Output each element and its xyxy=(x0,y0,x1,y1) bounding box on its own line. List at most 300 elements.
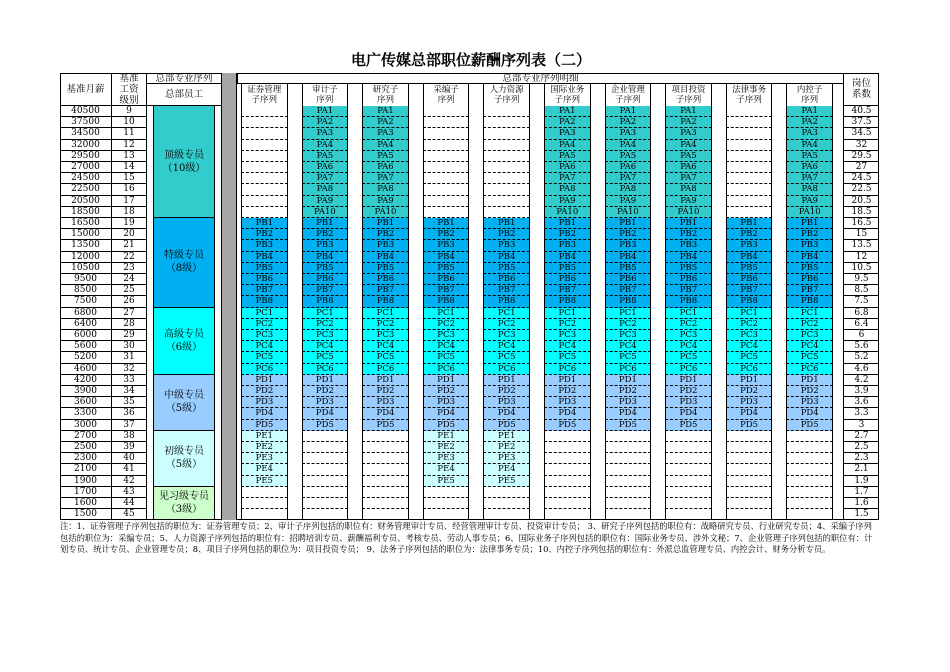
header-salary-level: 基准 工资 级别 xyxy=(112,73,147,106)
series-cell xyxy=(241,184,288,195)
series-cell: PA6 xyxy=(665,162,712,173)
series-cell: PE4 xyxy=(483,464,530,475)
series-cell xyxy=(605,476,652,487)
series-cell: PD1 xyxy=(302,375,349,386)
series-cell: PC3 xyxy=(665,330,712,341)
salary-level-cell: 42 xyxy=(112,476,147,487)
series-cell: PD2 xyxy=(302,386,349,397)
series-cell: PC6 xyxy=(423,364,470,375)
series-cell xyxy=(241,162,288,173)
series-cell xyxy=(423,151,470,162)
series-cell: PB7 xyxy=(362,285,409,296)
series-cell xyxy=(241,487,288,498)
series-cell: PC2 xyxy=(302,319,349,330)
series-cell: PC1 xyxy=(726,308,773,319)
series-cell xyxy=(786,464,833,475)
salary-level-cell: 45 xyxy=(112,509,147,520)
series-cell xyxy=(726,140,773,151)
coefficient-cell: 27 xyxy=(843,162,879,173)
series-cell: PD2 xyxy=(423,386,470,397)
base-salary-cell: 16500 xyxy=(60,218,112,229)
series-cell xyxy=(302,487,349,498)
series-cell: PE1 xyxy=(241,431,288,442)
header-sub-series: 国际业务 子序列 xyxy=(544,84,591,106)
salary-level-cell: 9 xyxy=(112,106,147,117)
series-cell: PC1 xyxy=(483,308,530,319)
series-cell xyxy=(544,487,591,498)
footnotes: 注：1、证券管理子序列包括的职位为：证券管理专员；2、审计子序列包括的职位有：财务管理审计专员、经营管理审计专员、投资审计专员； 3、研究子序列包括的职位有：战略研究专员、行业研究专员；4、采编子序列包括的职位为：采编专员；5、人力资源子序列包括的职位有：招聘培训专员、薪酬福利专员、考核专员、劳动人事专员；6、国际业务子序列包括的职位有：国际业务专员、涉外文秘；7、企业管理子序列包括的职位有：计划专员、统计专员、企业管理专员；8、项目子序列包括的职位为：项目投资专员； 9、法务子序列包括的职位为：法律事务专员；10、内控子序列包括的职位有：外派总监管理专员、内控会计、财务分析专员。 xyxy=(60,521,873,554)
series-cell: PB5 xyxy=(665,263,712,274)
series-cell: PC6 xyxy=(241,364,288,375)
series-cell: PE1 xyxy=(423,431,470,442)
series-cell: PA6 xyxy=(605,162,652,173)
series-cell: PC3 xyxy=(423,330,470,341)
series-cell: PB6 xyxy=(241,274,288,285)
series-cell: PB3 xyxy=(483,240,530,251)
coefficient-cell: 10.5 xyxy=(843,263,879,274)
series-cell: PB8 xyxy=(786,296,833,307)
series-cell xyxy=(423,509,470,520)
series-cell: PB1 xyxy=(302,218,349,229)
series-cell xyxy=(423,162,470,173)
base-salary-cell: 2700 xyxy=(60,431,112,442)
series-cell: PD5 xyxy=(665,420,712,431)
series-cell: PC1 xyxy=(241,308,288,319)
base-salary-cell: 10500 xyxy=(60,263,112,274)
coefficient-cell: 1.5 xyxy=(843,509,879,520)
series-cell xyxy=(665,509,712,520)
series-cell: PB5 xyxy=(726,263,773,274)
series-cell: PB4 xyxy=(726,252,773,263)
series-cell xyxy=(483,487,530,498)
series-cell: PA5 xyxy=(786,151,833,162)
series-cell: PE2 xyxy=(483,442,530,453)
series-cell: PB3 xyxy=(302,240,349,251)
series-cell xyxy=(726,106,773,117)
series-cell: PB4 xyxy=(786,252,833,263)
series-cell: PD2 xyxy=(786,386,833,397)
series-cell xyxy=(726,509,773,520)
base-salary-cell: 5600 xyxy=(60,341,112,352)
series-cell: PA6 xyxy=(786,162,833,173)
series-cell: PD4 xyxy=(544,408,591,419)
grade-levels: （10级） xyxy=(162,162,206,174)
salary-level-cell: 31 xyxy=(112,352,147,363)
series-cell: PB8 xyxy=(241,296,288,307)
series-cell: PA3 xyxy=(362,128,409,139)
coefficient-cell: 2.1 xyxy=(843,464,879,475)
series-cell xyxy=(544,498,591,509)
salary-level-cell: 41 xyxy=(112,464,147,475)
series-cell: PC2 xyxy=(241,319,288,330)
series-cell xyxy=(362,509,409,520)
series-cell: PB2 xyxy=(483,229,530,240)
series-cell: PE5 xyxy=(483,476,530,487)
coefficient-cell: 32 xyxy=(843,140,879,151)
series-cell xyxy=(423,140,470,151)
series-cell: PB1 xyxy=(665,218,712,229)
series-cell: PE1 xyxy=(483,431,530,442)
series-cell: PD1 xyxy=(241,375,288,386)
series-cell xyxy=(786,442,833,453)
base-salary-cell: 29500 xyxy=(60,151,112,162)
grade-block xyxy=(153,375,215,431)
coefficient-cell: 12 xyxy=(843,252,879,263)
salary-level-cell: 11 xyxy=(112,128,147,139)
series-cell xyxy=(241,509,288,520)
series-cell: PA2 xyxy=(665,117,712,128)
series-cell: PC5 xyxy=(665,352,712,363)
base-salary-cell: 1500 xyxy=(60,509,112,520)
salary-level-cell: 15 xyxy=(112,173,147,184)
series-cell xyxy=(483,196,530,207)
series-cell: PA5 xyxy=(605,151,652,162)
series-cell xyxy=(665,487,712,498)
salary-level-cell: 38 xyxy=(112,431,147,442)
series-cell: PB5 xyxy=(544,263,591,274)
coefficient-cell: 40.5 xyxy=(843,106,879,117)
series-cell xyxy=(302,464,349,475)
series-cell: PC1 xyxy=(423,308,470,319)
series-cell: PA10 xyxy=(362,207,409,218)
series-cell: PB8 xyxy=(605,296,652,307)
series-cell: PB1 xyxy=(544,218,591,229)
coefficient-cell: 4.2 xyxy=(843,375,879,386)
grade-name: 见习级专员 xyxy=(159,491,209,503)
grade-name: 顶级专员 xyxy=(164,149,204,161)
series-cell: PA4 xyxy=(544,140,591,151)
series-cell xyxy=(241,151,288,162)
series-cell: PB7 xyxy=(423,285,470,296)
series-cell xyxy=(665,464,712,475)
series-cell: PA7 xyxy=(665,173,712,184)
series-cell: PD2 xyxy=(362,386,409,397)
series-cell: PA1 xyxy=(786,106,833,117)
series-cell: PA7 xyxy=(302,173,349,184)
series-cell: PD5 xyxy=(302,420,349,431)
grade-levels: （6级） xyxy=(165,341,203,353)
salary-level-cell: 28 xyxy=(112,319,147,330)
series-cell: PA8 xyxy=(786,184,833,195)
header-detail: 总部专业序列明细 xyxy=(237,73,843,84)
series-cell: PA5 xyxy=(362,151,409,162)
series-cell: PB2 xyxy=(241,229,288,240)
series-cell: PD4 xyxy=(362,408,409,419)
series-cell: PA3 xyxy=(302,128,349,139)
series-cell: PD4 xyxy=(423,408,470,419)
grade-levels: （5级） xyxy=(165,459,203,471)
base-salary-cell: 1700 xyxy=(60,487,112,498)
series-cell xyxy=(544,442,591,453)
series-cell: PD2 xyxy=(665,386,712,397)
series-cell: PA1 xyxy=(302,106,349,117)
series-cell xyxy=(241,128,288,139)
salary-level-cell: 34 xyxy=(112,386,147,397)
series-cell: PC5 xyxy=(362,352,409,363)
series-cell: PD1 xyxy=(726,375,773,386)
series-cell xyxy=(423,498,470,509)
series-cell: PC4 xyxy=(241,341,288,352)
series-cell: PA3 xyxy=(544,128,591,139)
series-cell xyxy=(665,476,712,487)
salary-level-cell: 35 xyxy=(112,397,147,408)
series-cell: PC2 xyxy=(726,319,773,330)
series-cell: PD3 xyxy=(544,397,591,408)
series-cell: PC6 xyxy=(605,364,652,375)
base-salary-cell: 4600 xyxy=(60,364,112,375)
base-salary-cell: 2500 xyxy=(60,442,112,453)
grade-levels: （8级） xyxy=(165,263,203,275)
series-cell xyxy=(423,128,470,139)
series-cell: PC3 xyxy=(302,330,349,341)
header-dept-series: 总部专业序列 xyxy=(147,73,221,84)
series-cell: PD2 xyxy=(726,386,773,397)
series-cell: PC4 xyxy=(665,341,712,352)
series-cell: PB5 xyxy=(786,263,833,274)
series-cell xyxy=(605,487,652,498)
series-cell xyxy=(362,487,409,498)
series-cell xyxy=(483,207,530,218)
series-cell: PB3 xyxy=(362,240,409,251)
series-cell: PA9 xyxy=(362,196,409,207)
series-cell: PD4 xyxy=(665,408,712,419)
series-cell xyxy=(241,140,288,151)
series-cell: PD2 xyxy=(483,386,530,397)
salary-level-cell: 30 xyxy=(112,341,147,352)
salary-table xyxy=(60,73,879,520)
series-cell: PB3 xyxy=(665,240,712,251)
series-cell xyxy=(302,509,349,520)
coefficient-cell: 18.5 xyxy=(843,207,879,218)
series-cell: PD3 xyxy=(241,397,288,408)
series-cell xyxy=(786,498,833,509)
series-cell: PB7 xyxy=(786,285,833,296)
series-cell xyxy=(665,431,712,442)
series-cell xyxy=(241,173,288,184)
base-salary-cell: 37500 xyxy=(60,117,112,128)
series-cell: PA6 xyxy=(544,162,591,173)
series-cell: PA8 xyxy=(302,184,349,195)
series-cell: PB1 xyxy=(423,218,470,229)
series-cell xyxy=(483,151,530,162)
coefficient-cell: 3.6 xyxy=(843,397,879,408)
series-cell: PB2 xyxy=(423,229,470,240)
series-cell xyxy=(362,476,409,487)
base-salary-cell: 3600 xyxy=(60,397,112,408)
series-cell xyxy=(423,106,470,117)
series-cell: PB7 xyxy=(302,285,349,296)
series-cell: PB8 xyxy=(362,296,409,307)
salary-level-cell: 32 xyxy=(112,364,147,375)
salary-level-cell: 20 xyxy=(112,229,147,240)
series-cell xyxy=(423,196,470,207)
series-cell: PD1 xyxy=(665,375,712,386)
series-cell: PA1 xyxy=(362,106,409,117)
series-cell xyxy=(544,431,591,442)
series-cell xyxy=(483,128,530,139)
series-cell: PB3 xyxy=(786,240,833,251)
series-cell: PE4 xyxy=(241,464,288,475)
salary-level-cell: 24 xyxy=(112,274,147,285)
base-salary-cell: 22500 xyxy=(60,184,112,195)
coefficient-cell: 37.5 xyxy=(843,117,879,128)
series-cell: PA10 xyxy=(302,207,349,218)
series-cell: PE3 xyxy=(483,453,530,464)
coefficient-cell: 20.5 xyxy=(843,196,879,207)
series-cell: PD5 xyxy=(423,420,470,431)
coefficient-cell: 29.5 xyxy=(843,151,879,162)
series-cell: PB6 xyxy=(726,274,773,285)
series-cell xyxy=(483,509,530,520)
series-cell xyxy=(726,453,773,464)
series-cell: PD1 xyxy=(483,375,530,386)
coefficient-cell: 1.7 xyxy=(843,487,879,498)
base-salary-cell: 24500 xyxy=(60,173,112,184)
series-cell: PB8 xyxy=(483,296,530,307)
base-salary-cell: 2100 xyxy=(60,464,112,475)
series-cell xyxy=(726,207,773,218)
series-cell: PC6 xyxy=(483,364,530,375)
coefficient-cell: 3.3 xyxy=(843,408,879,419)
series-cell: PC2 xyxy=(423,319,470,330)
grade-block xyxy=(153,308,215,375)
series-cell xyxy=(605,453,652,464)
series-cell xyxy=(241,207,288,218)
series-cell: PB4 xyxy=(241,252,288,263)
series-cell: PA6 xyxy=(362,162,409,173)
header-sub-series: 企业管理 子序列 xyxy=(605,84,652,106)
series-cell xyxy=(665,453,712,464)
series-cell xyxy=(726,184,773,195)
series-cell: PA2 xyxy=(362,117,409,128)
series-cell: PD4 xyxy=(302,408,349,419)
base-salary-cell: 12000 xyxy=(60,252,112,263)
series-cell: PC6 xyxy=(362,364,409,375)
salary-level-cell: 40 xyxy=(112,453,147,464)
series-cell: PB2 xyxy=(302,229,349,240)
series-cell xyxy=(726,487,773,498)
series-cell xyxy=(786,453,833,464)
salary-level-cell: 44 xyxy=(112,498,147,509)
series-cell: PB4 xyxy=(362,252,409,263)
series-cell: PC4 xyxy=(544,341,591,352)
series-cell: PC5 xyxy=(423,352,470,363)
series-cell: PD2 xyxy=(605,386,652,397)
series-cell: PD5 xyxy=(786,420,833,431)
series-cell: PC5 xyxy=(605,352,652,363)
series-cell: PA10 xyxy=(544,207,591,218)
salary-level-cell: 21 xyxy=(112,240,147,251)
series-cell: PB7 xyxy=(605,285,652,296)
series-cell: PB3 xyxy=(241,240,288,251)
salary-level-cell: 25 xyxy=(112,285,147,296)
base-salary-cell: 4200 xyxy=(60,375,112,386)
grade-name: 中级专员 xyxy=(164,390,204,402)
series-cell xyxy=(483,173,530,184)
series-cell: PA2 xyxy=(302,117,349,128)
series-cell xyxy=(362,442,409,453)
series-cell: PC1 xyxy=(786,308,833,319)
series-cell: PC6 xyxy=(302,364,349,375)
series-cell: PA9 xyxy=(544,196,591,207)
salary-level-cell: 43 xyxy=(112,487,147,498)
series-cell: PA10 xyxy=(605,207,652,218)
series-cell: PC5 xyxy=(726,352,773,363)
series-cell: PD4 xyxy=(726,408,773,419)
header-dept-staff: 总部员工 xyxy=(147,84,221,106)
series-cell: PB6 xyxy=(605,274,652,285)
series-cell: PC3 xyxy=(786,330,833,341)
series-cell: PD4 xyxy=(605,408,652,419)
series-cell xyxy=(544,509,591,520)
series-cell: PB6 xyxy=(302,274,349,285)
coefficient-cell: 1.9 xyxy=(843,476,879,487)
series-cell xyxy=(483,140,530,151)
series-cell: PB1 xyxy=(483,218,530,229)
series-cell xyxy=(241,117,288,128)
series-cell: PA7 xyxy=(605,173,652,184)
salary-level-cell: 26 xyxy=(112,296,147,307)
series-cell xyxy=(423,173,470,184)
header-sub-series: 审计子 序列 xyxy=(302,84,349,106)
series-cell: PA9 xyxy=(665,196,712,207)
salary-level-cell: 13 xyxy=(112,151,147,162)
series-cell: PB4 xyxy=(665,252,712,263)
series-cell: PB8 xyxy=(544,296,591,307)
base-salary-cell: 13500 xyxy=(60,240,112,251)
series-cell xyxy=(605,464,652,475)
series-cell xyxy=(302,453,349,464)
series-cell xyxy=(605,509,652,520)
base-salary-cell: 18500 xyxy=(60,207,112,218)
base-salary-cell: 8500 xyxy=(60,285,112,296)
base-salary-cell: 20500 xyxy=(60,196,112,207)
series-cell: PD3 xyxy=(362,397,409,408)
series-cell: PC1 xyxy=(665,308,712,319)
coefficient-cell: 15 xyxy=(843,229,879,240)
series-cell: PD1 xyxy=(362,375,409,386)
series-cell: PB7 xyxy=(241,285,288,296)
series-cell: PB7 xyxy=(483,285,530,296)
series-cell: PB6 xyxy=(483,274,530,285)
series-cell: PC3 xyxy=(544,330,591,341)
header-sub-series: 项目投资 子序列 xyxy=(665,84,712,106)
series-cell: PB6 xyxy=(423,274,470,285)
series-cell xyxy=(423,207,470,218)
series-cell xyxy=(302,476,349,487)
series-cell: PB3 xyxy=(726,240,773,251)
series-cell xyxy=(726,464,773,475)
series-cell: PC1 xyxy=(302,308,349,319)
series-cell: PE3 xyxy=(241,453,288,464)
series-cell xyxy=(483,117,530,128)
series-cell: PB1 xyxy=(241,218,288,229)
series-cell: PB7 xyxy=(665,285,712,296)
series-cell xyxy=(544,453,591,464)
series-cell: PB6 xyxy=(544,274,591,285)
series-cell: PB2 xyxy=(726,229,773,240)
series-cell: PA7 xyxy=(786,173,833,184)
series-cell: PA4 xyxy=(786,140,833,151)
series-cell xyxy=(241,106,288,117)
series-cell: PC4 xyxy=(362,341,409,352)
series-cell xyxy=(786,487,833,498)
series-cell xyxy=(665,442,712,453)
base-salary-cell: 3000 xyxy=(60,420,112,431)
series-cell: PB6 xyxy=(665,274,712,285)
series-cell: PD1 xyxy=(605,375,652,386)
series-cell: PA9 xyxy=(605,196,652,207)
